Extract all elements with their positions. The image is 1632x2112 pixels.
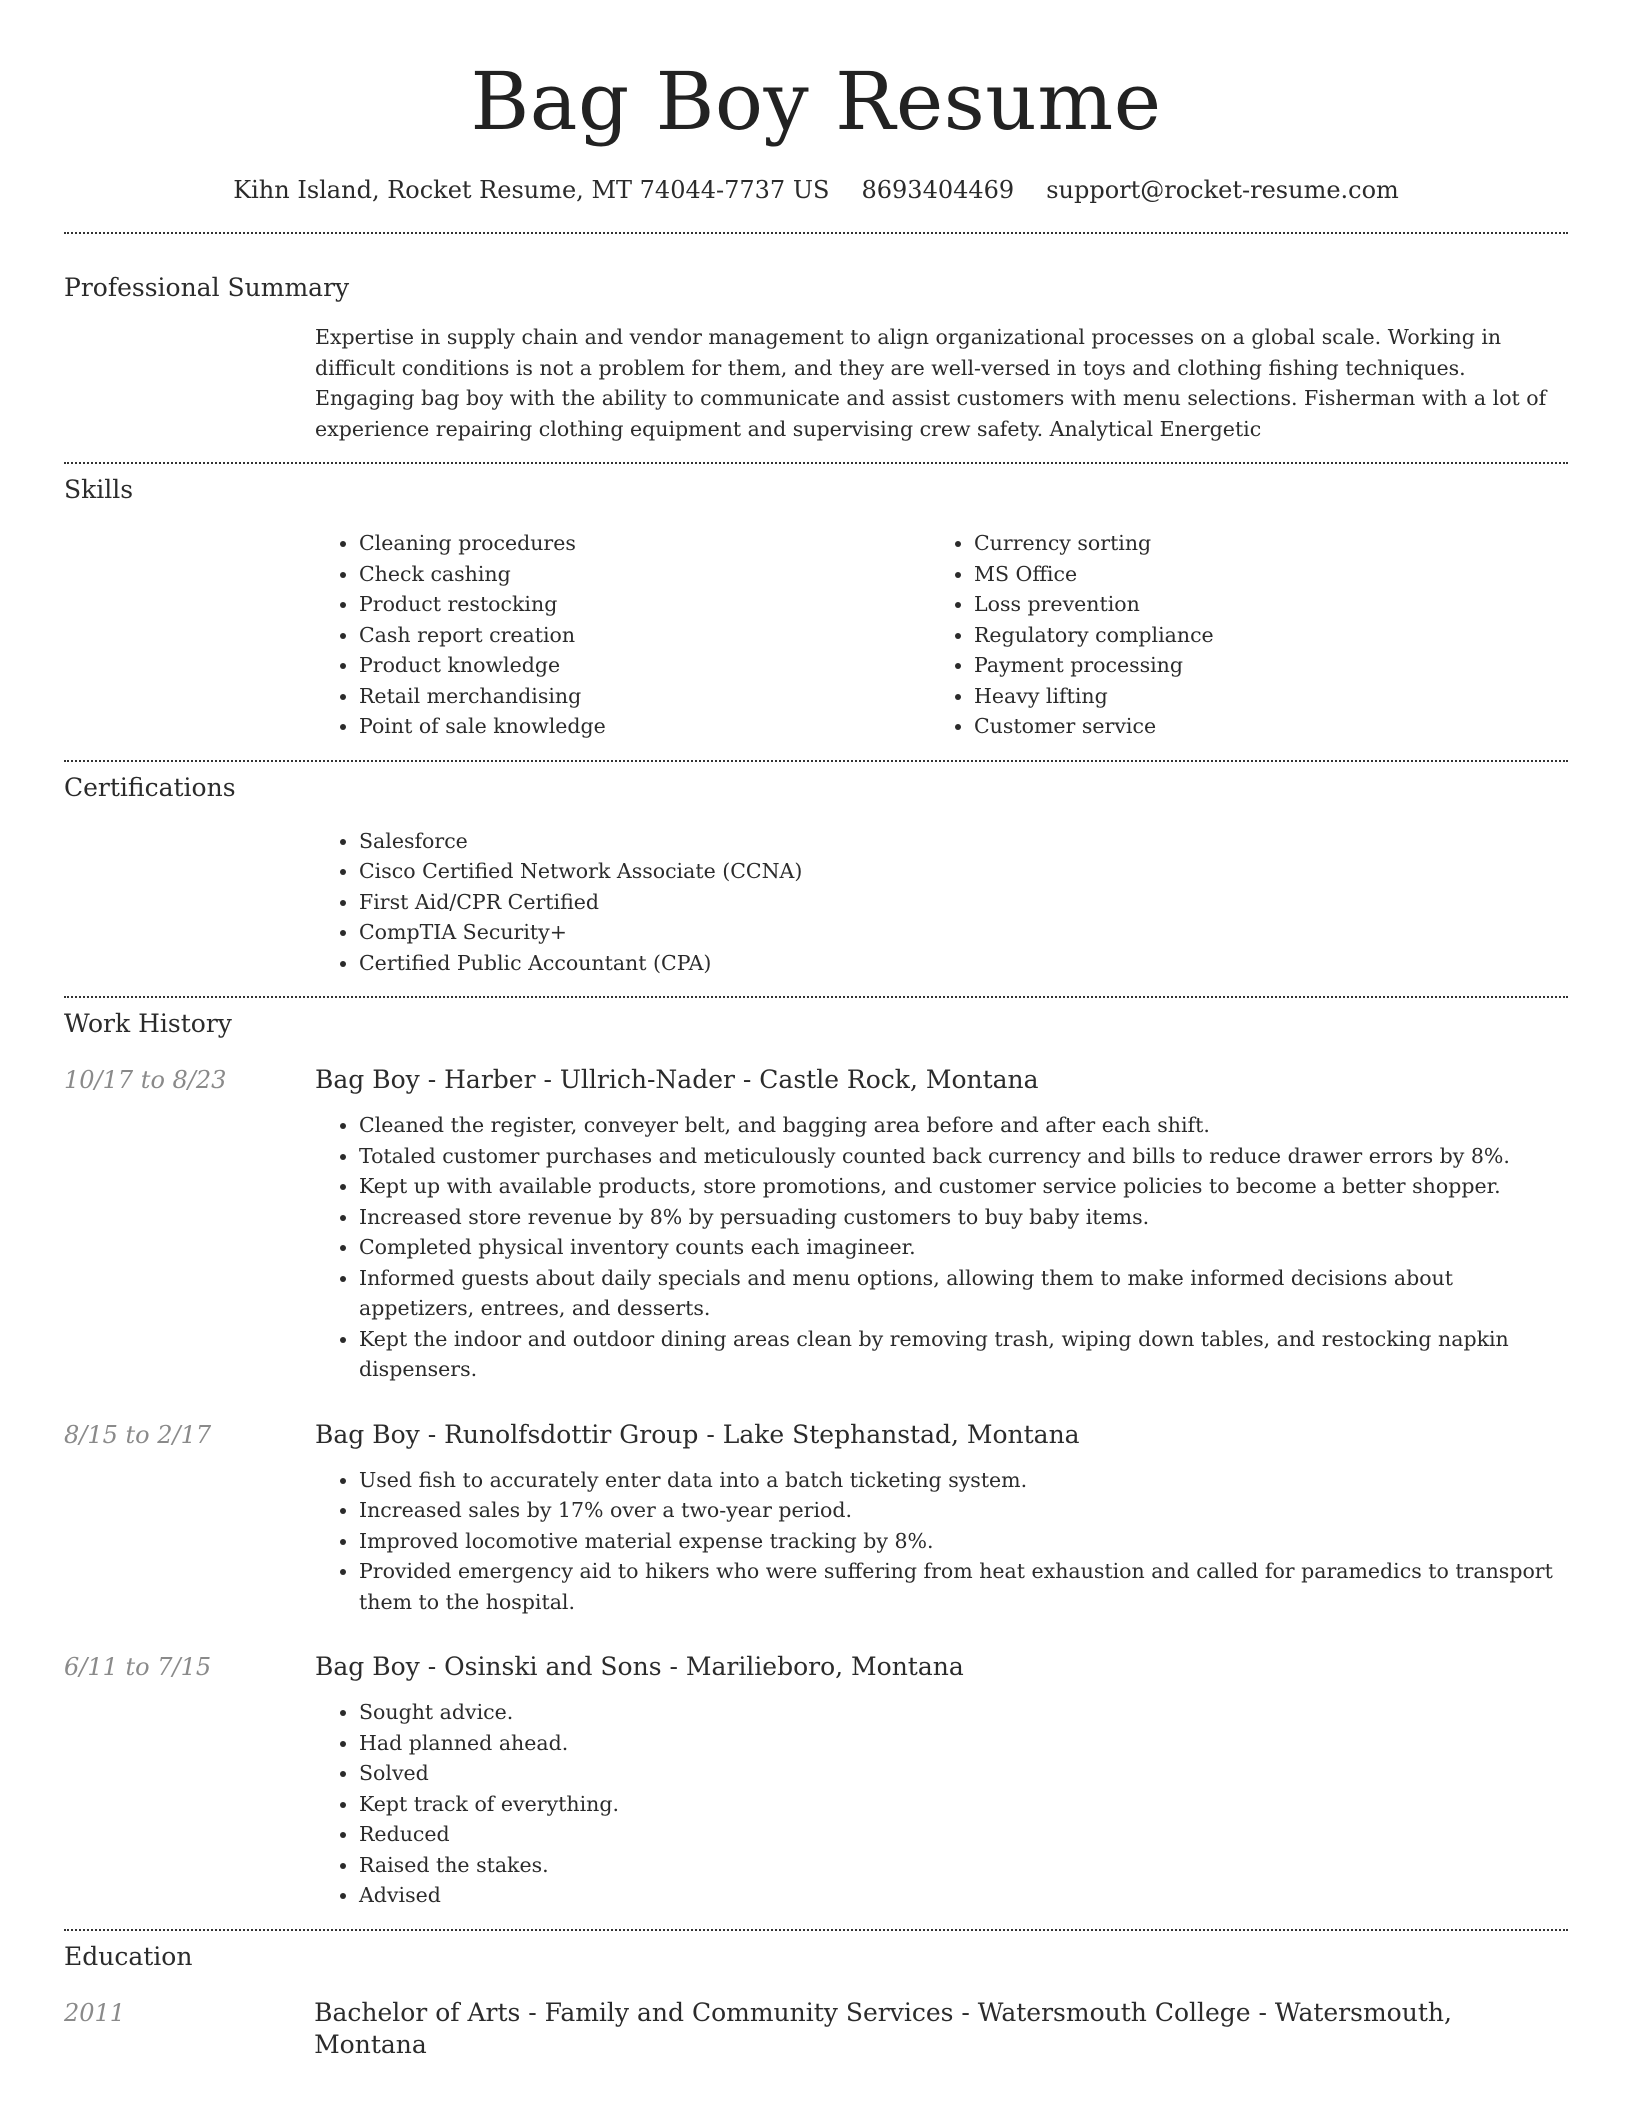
job-entry <box>64 1064 1568 1385</box>
list-item: • Product knowledge <box>359 650 930 681</box>
job-entry <box>64 1419 1568 1618</box>
list-item: • Raised the stakes. <box>359 1850 1568 1881</box>
job-dates: 10/17 to 8/23 <box>64 1066 227 1094</box>
contact-address: Kihn Island, Rocket Resume, MT 74044-7737 US <box>233 176 830 204</box>
contact-phone: 8693404469 <box>861 176 1015 204</box>
list-item: • Totaled customer purchases and meticulously counted back currency and bills to reduce drawer errors by 8%. <box>359 1141 1568 1172</box>
list-item: • Had planned ahead. <box>359 1728 1568 1759</box>
summary-text: Expertise in supply chain and vendor management to align organizational processes on a global scale. Working in difficult conditions is not a problem for them, and they are well-versed in toys and clothing fishing techniques. Engaging bag boy with the ability to communicate and assist customers with menu selections. Fisherman with a lot of experience repairing clothing equipment and supervising crew safety. Analytical Energetic <box>315 325 1547 441</box>
job-header <box>64 1419 1568 1451</box>
section-divider <box>64 1929 1568 1931</box>
job-details <box>315 1697 1568 1911</box>
list-item: • Informed guests about daily specials and menu options, allowing them to make informed decisions about appetizers, entrees, and desserts. <box>359 1263 1568 1324</box>
job-dates: 6/11 to 7/15 <box>64 1653 212 1681</box>
skills-list-left <box>315 528 930 742</box>
summary-section <box>64 272 1568 444</box>
list-item: • Customer service <box>974 711 1545 742</box>
list-item: • Salesforce <box>359 826 1568 857</box>
list-item: • Retail merchandising <box>359 681 930 712</box>
list-item: • Check cashing <box>359 559 930 590</box>
section-divider <box>64 462 1568 464</box>
job-bullets <box>315 1465 1568 1618</box>
contact-line <box>64 174 1568 206</box>
certifications-section <box>64 772 1568 979</box>
list-item: • Provided emergency aid to hikers who were suffering from heat exhaustion and called for paramedics to transport them to the hospital. <box>359 1556 1568 1617</box>
education-degree: Bachelor of Arts - Family and Community Services - Watersmouth College - Watersmouth, Montana <box>314 1997 1452 2059</box>
list-item: • Kept track of everything. <box>359 1789 1568 1820</box>
list-item: • Product restocking <box>359 589 930 620</box>
list-item: • Sought advice. <box>359 1697 1568 1728</box>
list-item: • Advised <box>359 1880 1568 1911</box>
list-item: • Completed physical inventory counts each imagineer. <box>359 1232 1568 1263</box>
certifications-list <box>315 826 1568 979</box>
list-item: • Increased sales by 17% over a two-year period. <box>359 1495 1568 1526</box>
skills-list-right <box>930 528 1545 742</box>
list-item: • Currency sorting <box>974 528 1545 559</box>
certifications-content <box>315 826 1568 979</box>
education-heading: Education <box>64 1941 193 1971</box>
education-entry <box>64 1997 1568 2061</box>
list-item: • Regulatory compliance <box>974 620 1545 651</box>
header-divider <box>64 232 1568 234</box>
list-item: • Cleaned the register, conveyer belt, and bagging area before and after each shift. <box>359 1110 1568 1141</box>
list-item: • Kept up with available products, store promotions, and customer service policies to become a better shopper. <box>359 1171 1568 1202</box>
list-item: • Cisco Certified Network Associate (CCNA) <box>359 856 1568 887</box>
list-item: • Kept the indoor and outdoor dining areas clean by removing trash, wiping down tables, and restocking napkin dispensers. <box>359 1324 1568 1385</box>
list-item: • Increased store revenue by 8% by persuading customers to buy baby items. <box>359 1202 1568 1233</box>
education-section <box>64 1941 1568 2061</box>
job-header <box>64 1651 1568 1683</box>
job-title: Bag Boy - Osinski and Sons - Marilieboro, Montana <box>315 1652 964 1681</box>
list-item: • First Aid/CPR Certified <box>359 887 1568 918</box>
job-title: Bag Boy - Harber - Ullrich-Nader - Castle Rock, Montana <box>315 1065 1039 1094</box>
list-item: • Loss prevention <box>974 589 1545 620</box>
list-item: • Point of sale knowledge <box>359 711 930 742</box>
job-bullets <box>315 1110 1568 1385</box>
resume-page <box>64 0 1568 2061</box>
list-item: • MS Office <box>974 559 1545 590</box>
job-header <box>64 1064 1568 1096</box>
work-history-heading: Work History <box>64 1009 232 1038</box>
list-item: • Reduced <box>359 1819 1568 1850</box>
section-divider <box>64 760 1568 762</box>
job-bullets <box>315 1697 1568 1911</box>
job-details <box>315 1110 1568 1385</box>
list-item: • Used fish to accurately enter data into a batch ticketing system. <box>359 1465 1568 1496</box>
job-dates: 8/15 to 2/17 <box>64 1420 212 1449</box>
skills-section <box>64 474 1568 742</box>
skills-heading: Skills <box>64 475 134 504</box>
list-item: • CompTIA Security+ <box>359 917 1568 948</box>
list-item: • Improved locomotive material expense tracking by 8%. <box>359 1526 1568 1557</box>
list-item: • Payment processing <box>974 650 1545 681</box>
list-item: • Certified Public Accountant (CPA) <box>359 948 1568 979</box>
contact-email: support@rocket-resume.com <box>1046 176 1399 204</box>
resume-title: Bag Boy Resume <box>470 55 1162 148</box>
certifications-heading: Certifications <box>64 772 236 802</box>
job-entry <box>64 1651 1568 1911</box>
section-divider <box>64 996 1568 998</box>
work-history-section <box>64 1008 1568 1911</box>
list-item: • Heavy lifting <box>974 681 1545 712</box>
education-year: 2011 <box>64 1998 126 2027</box>
list-item: • Solved <box>359 1758 1568 1789</box>
summary-heading: Professional Summary <box>64 273 350 302</box>
job-details <box>315 1465 1568 1618</box>
skills-columns <box>315 528 1568 742</box>
job-title: Bag Boy - Runolfsdottir Group - Lake Stephanstad, Montana <box>315 1419 1080 1449</box>
list-item: • Cleaning procedures <box>359 528 930 559</box>
list-item: • Cash report creation <box>359 620 930 651</box>
